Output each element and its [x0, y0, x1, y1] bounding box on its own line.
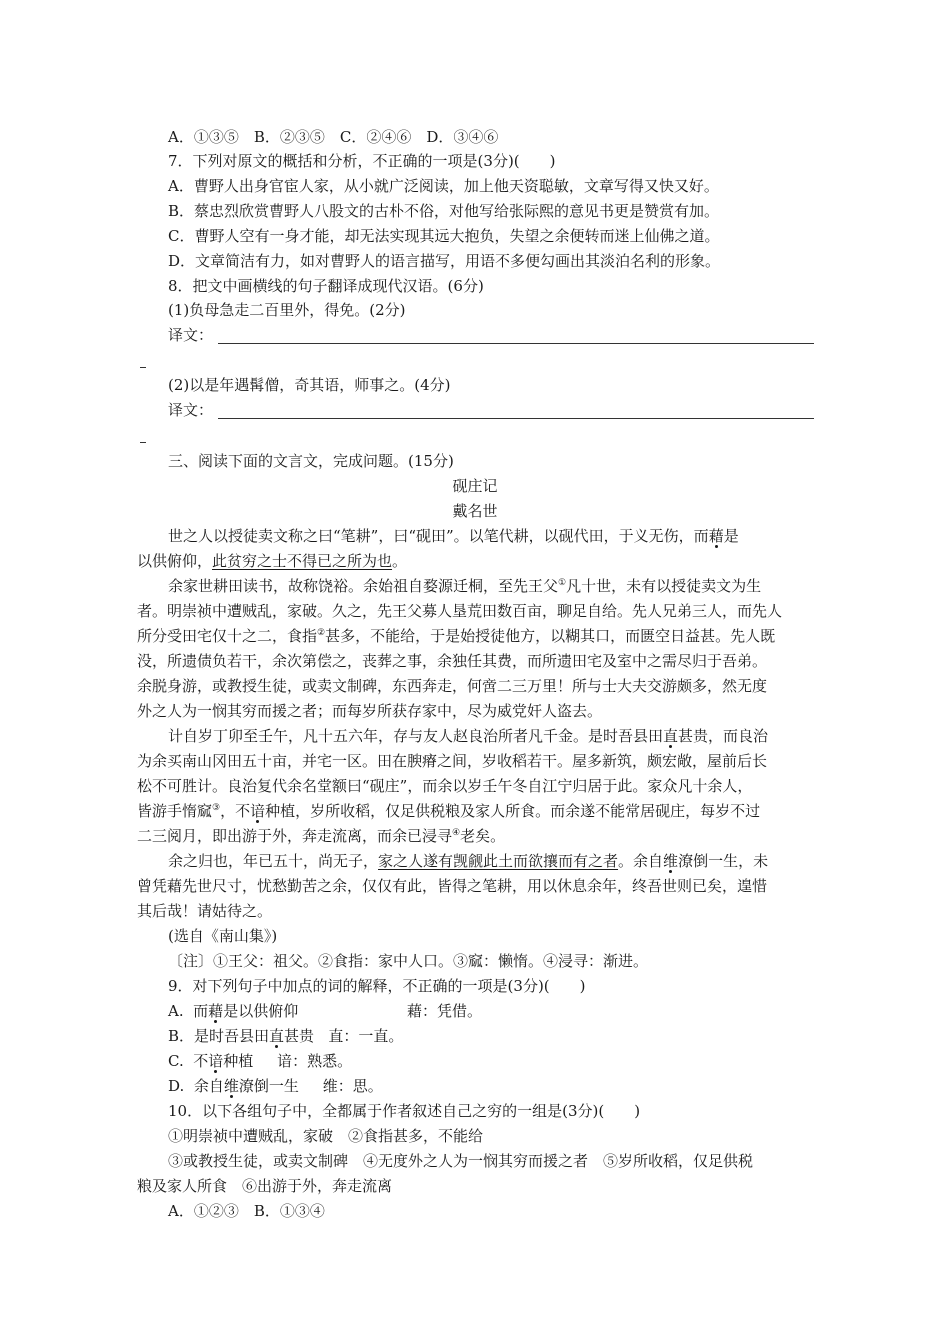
passage-p2-line-4: 没，所遗债负若干，余次第偿之，丧葬之事，余独任其费，而所遗田宅及室中之需尽归于吾弟。 — [137, 652, 768, 670]
passage-title: 砚庄记 — [452, 477, 498, 495]
q9-option-a-explanation: 藉：凭借。 — [407, 1002, 483, 1020]
passage-source: (选自《南山集》) — [168, 927, 278, 945]
q10-items-line-2: ③或教授生徒，或卖文制碑 ④无度外之人为一悯其穷而援之者 ⑤岁所收稻，仅足供税 — [168, 1152, 754, 1170]
emphasis-dot-char: 藉 — [208, 1002, 224, 1020]
passage-p2-line-2: 者。明崇祯中遭贼乱，家破。久之，先王父募人垦荒田数百亩，聊足自给。先人兄弟三人，而先人 — [137, 602, 783, 620]
emphasis-dot-char: 谙 — [208, 1052, 224, 1070]
q7-option-a: A．曹野人出身官宦人家，从小就广泛阅读，加上他天资聪敏，文章写得又快又好。 — [168, 177, 719, 195]
trailing-line-mark-1 — [140, 367, 146, 368]
trailing-line-mark-2 — [140, 442, 146, 443]
q7-option-d: D．文章简洁有力，如对曹野人的语言描写，用语不多便勾画出其淡泊名利的形象。 — [168, 252, 721, 270]
q9-option-c: C. 不谙种植 谙：熟悉。 — [168, 1052, 353, 1070]
translation-answer-line-2[interactable] — [218, 418, 814, 419]
q8-sentence-1: (1)负母急走二百里外，得免。(2分) — [168, 301, 406, 319]
passage-p3-line-1: 计自岁丁卯至壬午，凡十五六年，存与友人赵良治所者凡千金。是时吾县田直甚贵，而良治 — [168, 727, 769, 745]
passage-p2-line-6: 外之人为一悯其穷而援之者；而每岁所获存家中，尽为威党奸人盗去。 — [137, 702, 603, 720]
q6-options: A．①③⑤ B．②③⑤ C．②④⑥ D．③④⑥ — [168, 128, 499, 146]
translation-answer-line-1[interactable] — [218, 343, 814, 344]
passage-notes: 〔注〕①王父：祖父。②食指：家中人口。③窳：懒惰。④浸寻：渐进。 — [168, 952, 649, 970]
q9-option-d-explanation: 维：思。 — [322, 1077, 383, 1095]
q9-option-b-explanation: 直：一直。 — [328, 1027, 404, 1045]
passage-p3-line-3: 松不可胜计。良治复代余名堂额曰“砚庄”，而余以岁壬午冬自江宁归居于此。家众凡十余人， — [137, 777, 753, 795]
q7-option-b: B．蔡忠烈欣赏曹野人八股文的古朴不俗，对他写给张际熙的意见书更是赞赏有加。 — [168, 202, 720, 220]
section-3-heading: 三、阅读下面的文言文，完成问题。(15分) — [168, 452, 454, 470]
q9-option-c-explanation: 谙：熟悉。 — [277, 1052, 353, 1070]
underlined-sentence-1: 此贫穷之士不得已之所为也 — [212, 552, 393, 570]
passage-author: 戴名世 — [452, 502, 498, 520]
passage-p3-line-4: 皆游手惰窳③，不谙种植，岁所收稻，仅足供税粮及家人所食。而余遂不能常居砚庄，每岁不过 — [137, 802, 761, 820]
passage-p2-line-3: 所分受田宅仅十之二，食指②甚多，不能给，于是始授徒他方，以糊其口，而匮空日益甚。先人既 — [137, 627, 776, 645]
q9-option-d: D. 余自维潦倒一生 维：思。 — [168, 1077, 383, 1095]
q9-stem: 9．对下列句子中加点的词的解释，不正确的一项是(3分)( ) — [168, 977, 586, 995]
emphasis-dot-char: 维 — [663, 852, 679, 870]
passage-p4-line-2: 曾凭藉先世尺寸，忧愁勤苦之余，仅仅有此，皆得之笔耕，用以休息余年，终吾世则已矣，遑惜 — [137, 877, 768, 895]
q9-option-b: B．是时吾县田直甚贵 直：一直。 — [168, 1027, 404, 1045]
underlined-sentence-2: 家之人遂有觊觎此土而欲攘而有之者 — [378, 852, 619, 870]
emphasis-dot-char: 维 — [223, 1077, 239, 1095]
q7-stem: 7．下列对原文的概括和分析，不正确的一项是(3分)( ) — [168, 152, 556, 170]
q10-stem: 10．以下各组句子中，全都属于作者叙述自己之穷的一组是(3分)( ) — [168, 1102, 641, 1120]
passage-p1-line-2: 以供俯仰，此贫穷之士不得已之所为也。 — [137, 552, 408, 570]
passage-p3-line-2: 为余买南山冈田五十亩，并宅一区。田在腴瘠之间，岁收稻若干。屋多新筑，颇宏敞，屋前后长 — [137, 752, 768, 770]
q10-items-line-3: 粮及家人所食 ⑥出游于外，奔走流离 — [137, 1177, 393, 1195]
q7-option-c: C．曹野人空有一身才能，却无法实现其远大抱负，失望之余便转而迷上仙佛之道。 — [168, 227, 720, 245]
emphasis-dot-char: 藉 — [708, 527, 724, 545]
emphasis-dot-char: 直 — [663, 727, 679, 745]
q8-stem: 8．把文中画横线的句子翻译成现代汉语。(6分) — [168, 277, 484, 295]
passage-p4-line-3: 其后哉！请姑待之。 — [137, 902, 273, 920]
q8-translate-label-2: 译文： — [168, 401, 214, 419]
passage-p2-line-1: 余家世耕田读书，故称饶裕。余始祖自婺源迁桐，至先王父①凡十世，未有以授徒卖文为生 — [168, 577, 762, 595]
passage-p1-line-1: 世之人以授徒卖文称之曰“笔耕”，曰“砚田”。以笔代耕，以砚代田，于义无伤，而藉是 — [168, 527, 739, 545]
passage-p4-line-1: 余之归也，年已五十，尚无子，家之人遂有觊觎此土而欲攘而有之者。余自维潦倒一生，未 — [168, 852, 769, 870]
emphasis-dot-char: 谙 — [250, 802, 266, 820]
q8-sentence-2: (2)以是年遇髯僧，奇其语，师事之。(4分) — [168, 376, 451, 394]
emphasis-dot-char: 直 — [269, 1027, 285, 1045]
passage-p2-line-5: 余脱身游，或教授生徒，或卖文制碑，东西奔走，何啻二三万里！所与士大夫交游颇多，然无度 — [137, 677, 768, 695]
q8-translate-label-1: 译文： — [168, 326, 214, 344]
q9-option-a: A. 而藉是以供俯仰 — [168, 1002, 299, 1020]
q10-options: A．①②③ B．①③④ — [168, 1202, 325, 1220]
passage-p3-line-5: 二三阅月，即出游于外，奔走流离，而余已浸寻④老矣。 — [137, 827, 506, 845]
q10-items-line-1: ①明崇祯中遭贼乱，家破 ②食指甚多，不能给 — [168, 1127, 484, 1145]
